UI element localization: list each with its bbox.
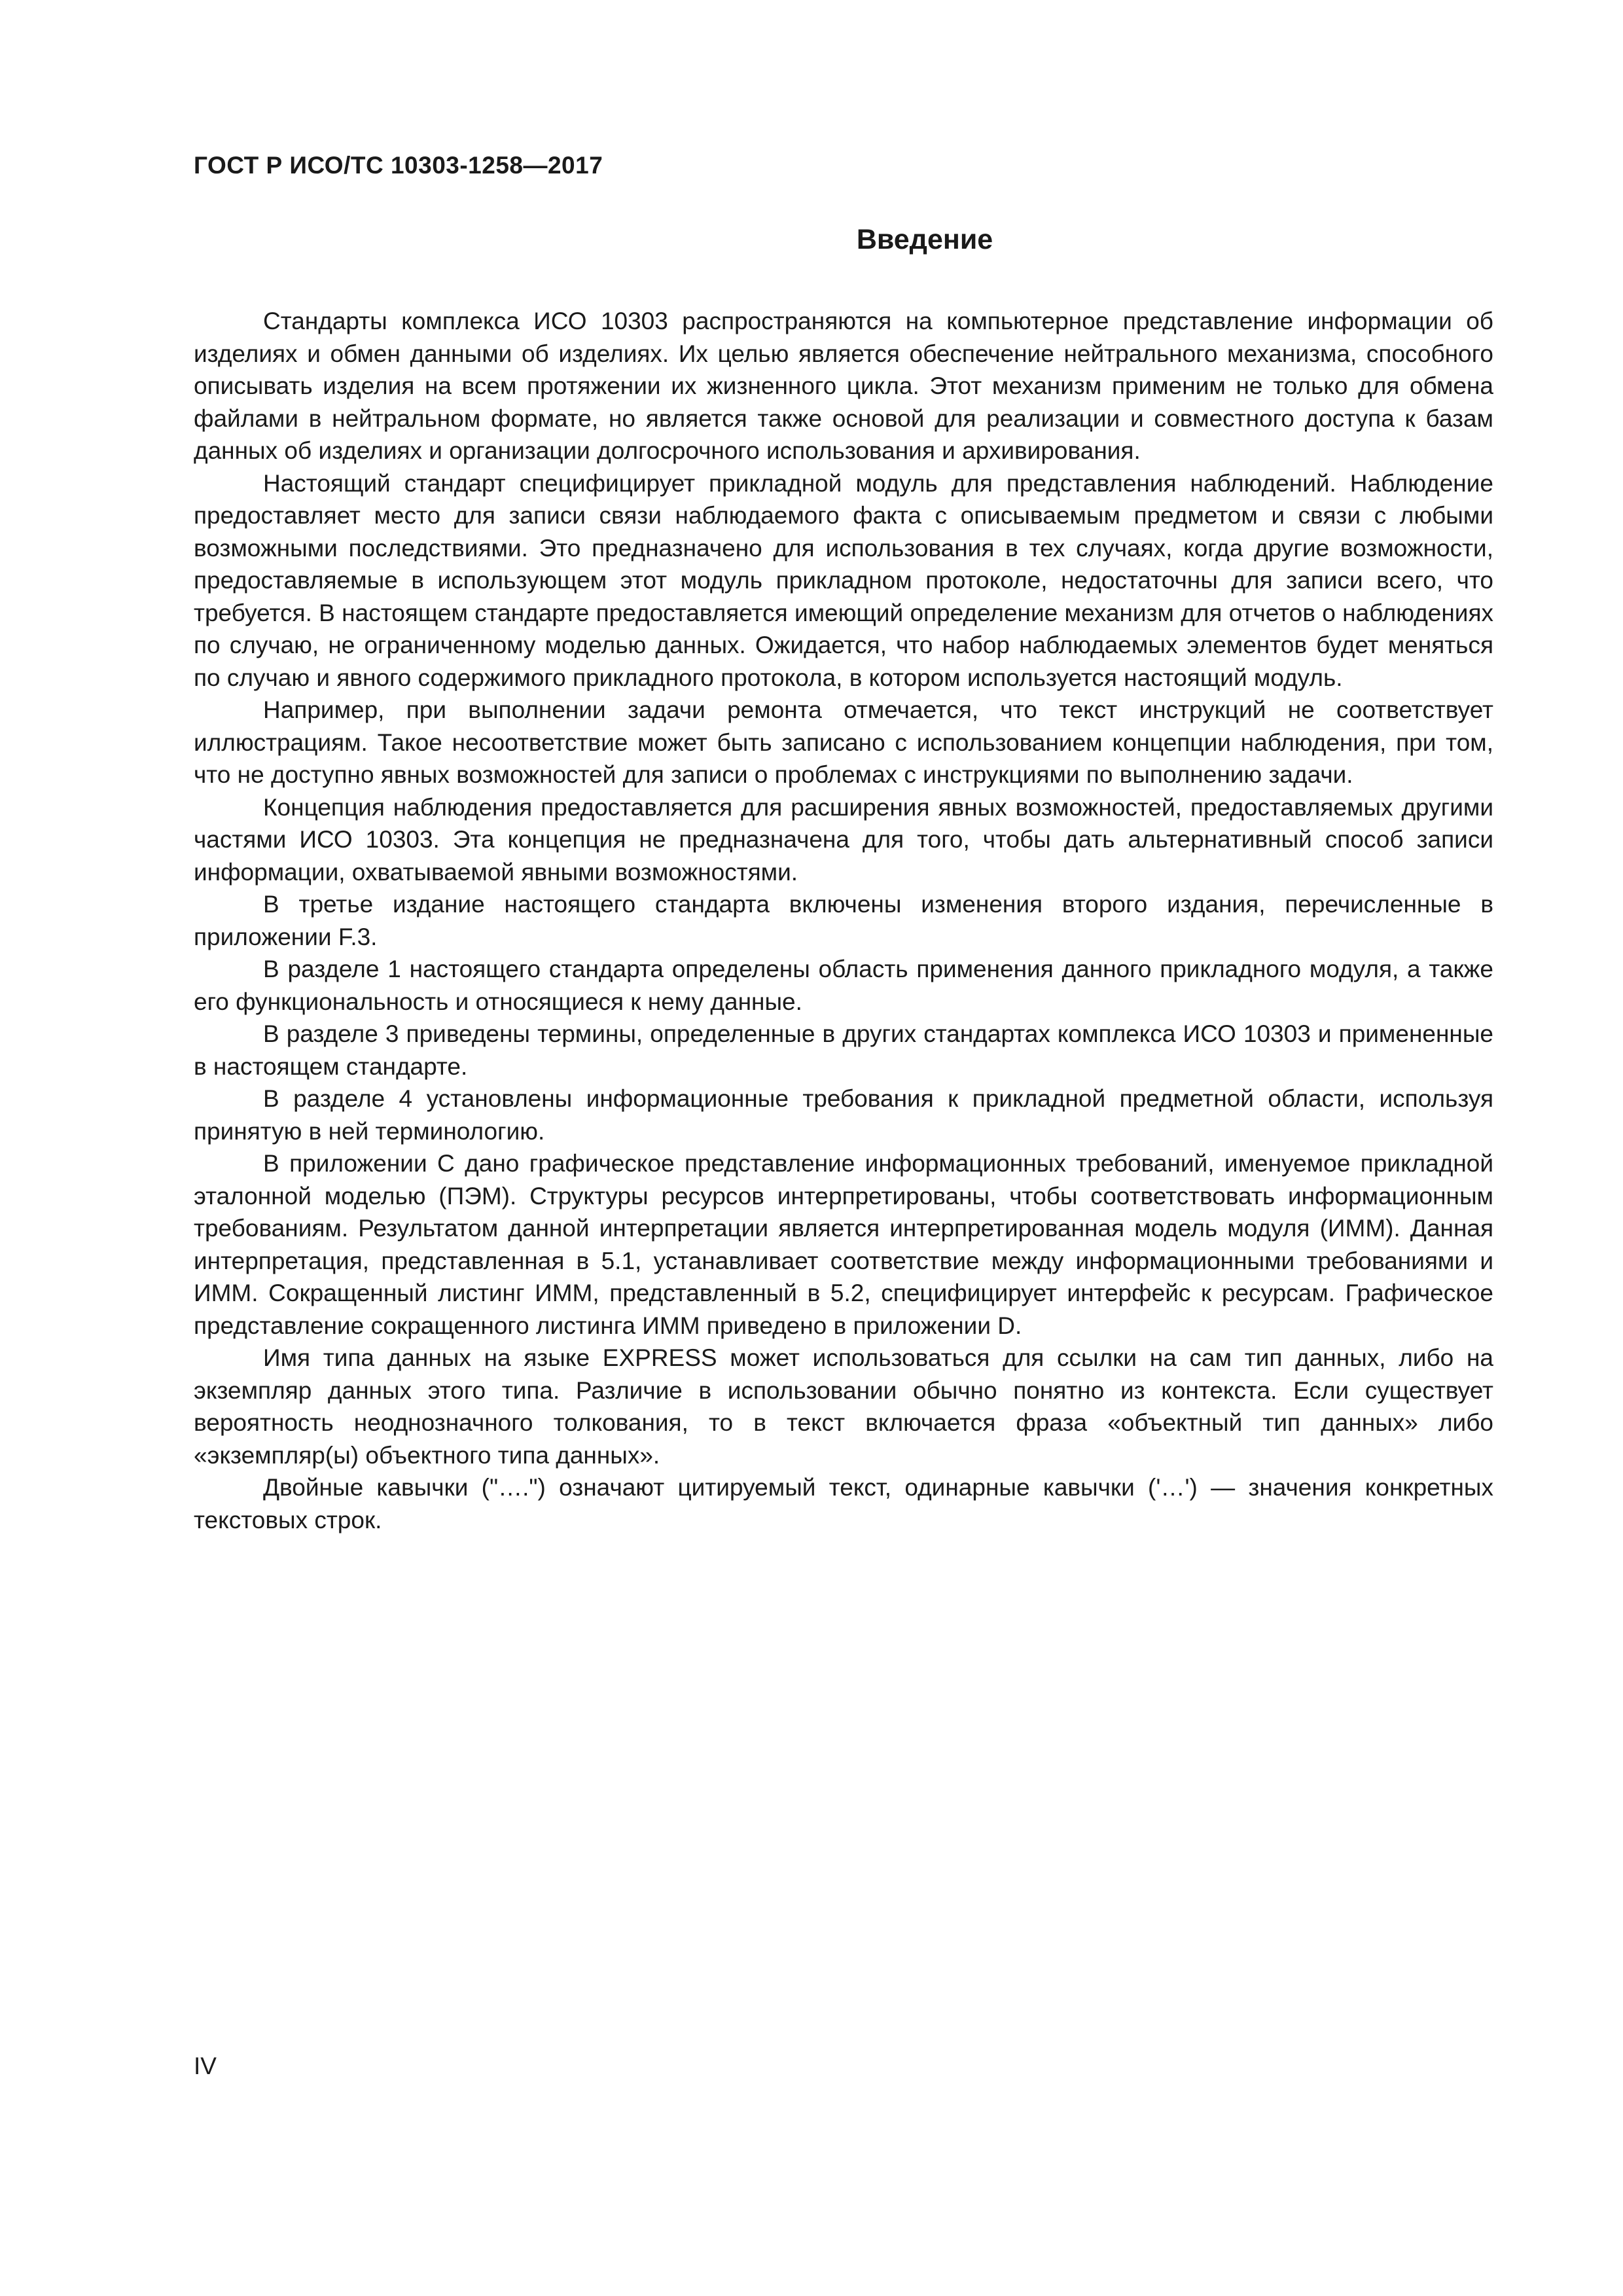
paragraph: Концепция наблюдения предоставляется для расширения явных возможностей, предоставляемых другими частями ИСО 10303. Эта концепция не предназначена для того, чтобы дать альтернативный способ записи информации, охватываемой явными возможностями.	[194, 793, 1493, 886]
paragraph: В приложении С дано графическое представление информационных требований, именуемое прикладной эталонной моделью (ПЭМ). Структуры ресурсов интерпретированы, чтобы соответствовать информационным требованиям. Результатом данной интерпретации является интерпретированная модель модуля (ИММ). Данная интерпретация, представленная в 5.1, устанавливает соответствие между информационными требованиями и ИММ. Сокращенный листинг ИММ, представленный в 5.2, специфицирует интерфейс к ресурсам. Графическое представление сокращенного листинга ИММ приведено в приложении D.	[194, 1150, 1493, 1339]
paragraph: Например, при выполнении задачи ремонта отмечается, что текст инструкций не соответствует иллюстрациям. Такое несоответствие может быть записано с использованием концепции наблюдения, при том, что не доступно явных возможностей для записи о проблемах с инструкциями по выполнению задачи.	[194, 696, 1493, 788]
paragraph: В разделе 1 настоящего стандарта определены область применения данного прикладного модуля, а также его функциональность и относящиеся к нему данные.	[194, 956, 1493, 1015]
section-title: Введение	[856, 224, 993, 255]
document-header: ГОСТ Р ИСО/ТС 10303-1258—2017	[194, 152, 603, 179]
paragraph: В разделе 4 установлены информационные требования к прикладной предметной области, используя принятую в ней терминологию.	[194, 1085, 1493, 1145]
paragraph: Стандарты комплекса ИСО 10303 распространяются на компьютерное представление информации об изделиях и обмен данными об изделиях. Их целью является обеспечение нейтрального механизма, способного описывать изделия на всем протяжении их жизненного цикла. Этот механизм применим не только для обмена файлами в нейтральном формате, но является также основой для реализации и совместного доступа к базам данных об изделиях и организации долгосрочного использования и архивирования.	[194, 308, 1493, 464]
paragraph: В третье издание настоящего стандарта включены изменения второго издания, перечисленные в приложении F.3.	[194, 891, 1493, 950]
page-number: IV	[194, 2053, 217, 2079]
paragraph: Двойные кавычки ("….") означают цитируемый текст, одинарные кавычки ('…') — значения конкретных текстовых строк.	[194, 1474, 1493, 1534]
paragraph: В разделе 3 приведены термины, определенные в других стандартах комплекса ИСО 10303 и примененные в настоящем стандарте.	[194, 1020, 1493, 1080]
body-text	[194, 305, 1493, 1536]
paragraph: Настоящий стандарт специфицирует прикладной модуль для представления наблюдений. Наблюдение предоставляет место для записи связи наблюдаемого факта с описываемым предметом и связи с любыми возможными последствиями. Это предназначено для использования в тех случаях, когда другие возможности, предоставляемые в использующем этот модуль прикладном протоколе, недостаточны для записи всего, что требуется. В настоящем стандарте предоставляется имеющий определение механизм для отчетов о наблюдениях по случаю, не ограниченному моделью данных. Ожидается, что набор наблюдаемых элементов будет меняться по случаю и явного содержимого прикладного протокола, в котором используется настоящий модуль.	[194, 469, 1493, 691]
paragraph: Имя типа данных на языке EXPRESS может использоваться для ссылки на сам тип данных, либо на экземпляр данных этого типа. Различие в использовании обычно понятно из контекста. Если существует вероятность неоднозначного толкования, то в текст включается фраза «объектный тип данных» либо «экземпляр(ы) объектного типа данных».	[194, 1344, 1493, 1469]
